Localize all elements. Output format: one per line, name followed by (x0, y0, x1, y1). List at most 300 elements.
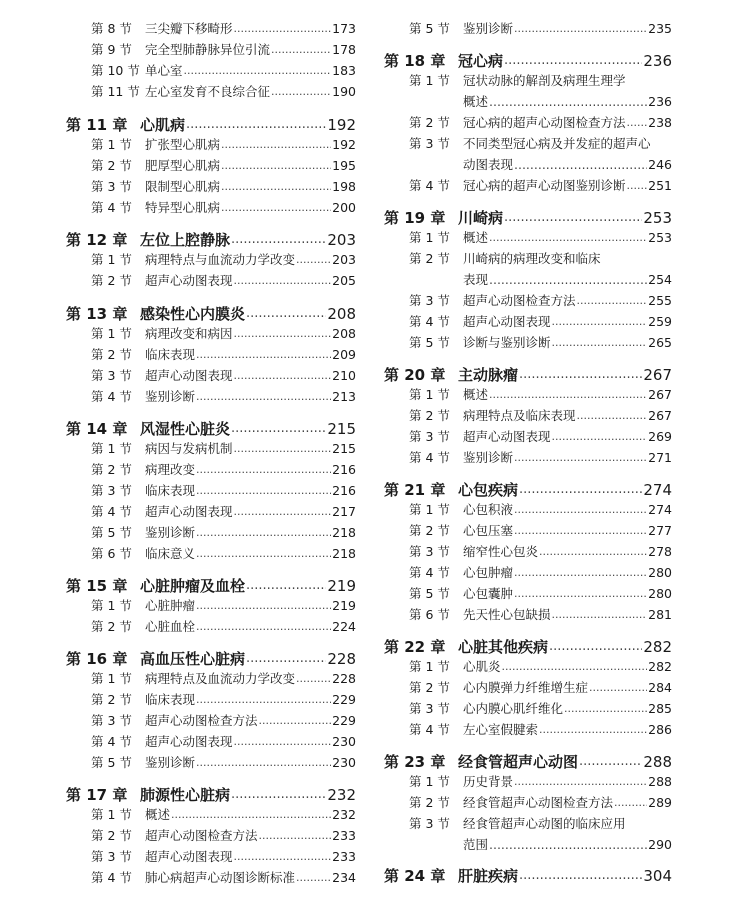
toc-section-entry[interactable] (66, 806, 356, 824)
toc-section-entry[interactable] (66, 346, 356, 364)
page-number: 208 (332, 326, 356, 341)
dot-leader (577, 407, 648, 425)
section-number: 第 4 节 (91, 734, 132, 749)
section-title: 冠心病的超声心动图检查方法 (463, 115, 626, 130)
toc-section-entry[interactable] (384, 773, 672, 791)
toc-section-entry[interactable] (384, 114, 672, 132)
dot-leader (514, 585, 647, 603)
section-title: 病因与发病机制 (145, 441, 233, 456)
toc-section-entry[interactable] (66, 440, 356, 458)
section-title: 心包肿瘤 (463, 565, 514, 580)
section-number: 第 1 节 (91, 326, 132, 341)
page-number: 228 (327, 650, 356, 668)
dot-leader (296, 670, 331, 688)
section-title: 心内膜弹力纤维增生症 (463, 680, 589, 695)
dot-leader (221, 199, 331, 217)
section-number: 第 2 节 (409, 680, 450, 695)
section-title: 鉴别诊断 (145, 525, 196, 540)
chapter-title: 经食管超声心动图 (458, 753, 579, 771)
dot-leader (514, 522, 647, 540)
toc-section-entry[interactable] (66, 136, 356, 154)
chapter-title: 心包疾病 (458, 481, 519, 499)
section-title: 病理特点及血流动力学改变 (145, 671, 296, 686)
chapter-title: 肺源性心脏病 (140, 786, 231, 804)
page-number: 238 (648, 115, 672, 130)
section-title: 肥厚型心肌病 (145, 158, 221, 173)
dot-leader (589, 679, 647, 697)
section-number: 第 4 节 (409, 722, 450, 737)
page-number: 259 (648, 314, 672, 329)
section-number: 第 3 节 (409, 816, 450, 831)
section-number: 第 5 节 (409, 586, 450, 601)
page-number: 286 (648, 722, 672, 737)
toc-section-entry[interactable] (384, 72, 672, 90)
dot-leader (539, 721, 647, 739)
section-number: 第 1 节 (409, 73, 450, 88)
page-number: 253 (643, 209, 672, 227)
section-number: 第 5 节 (409, 335, 450, 350)
page-number: 284 (648, 680, 672, 695)
toc-section-entry[interactable] (66, 482, 356, 500)
toc-section-entry[interactable] (384, 313, 672, 331)
section-title: 心脏血栓 (145, 619, 196, 634)
dot-leader (234, 20, 332, 38)
page-number: 236 (643, 52, 672, 70)
section-number: 第 11 节 (91, 84, 140, 99)
section-number: 第 3 节 (91, 713, 132, 728)
dot-leader (514, 773, 647, 791)
page-number: 213 (332, 389, 356, 404)
dot-leader (196, 346, 331, 364)
page-number: 229 (332, 692, 356, 707)
dot-leader (196, 482, 331, 500)
page-number: 228 (332, 671, 356, 686)
page-number: 271 (648, 450, 672, 465)
page-number: 232 (327, 786, 356, 804)
toc-section-entry[interactable] (66, 503, 356, 521)
toc-section-entry[interactable] (66, 712, 356, 730)
toc-section-entry[interactable] (66, 62, 356, 80)
dot-leader (271, 41, 331, 59)
section-number: 第 3 节 (409, 701, 450, 716)
dot-leader (234, 367, 332, 385)
dot-leader (196, 691, 331, 709)
page-number: 216 (332, 462, 356, 477)
dot-leader (171, 806, 331, 824)
page-number: 178 (332, 42, 356, 57)
toc-section-entry[interactable] (384, 250, 672, 268)
toc-section-entry[interactable] (384, 292, 672, 310)
toc-section-continued-entry[interactable] (384, 271, 672, 289)
section-number: 第 2 节 (409, 251, 450, 266)
toc-section-entry[interactable] (66, 272, 356, 290)
chapter-title: 左位上腔静脉 (140, 231, 231, 249)
section-number: 第 2 节 (409, 115, 450, 130)
page-number: 219 (327, 577, 356, 595)
page-number: 216 (332, 483, 356, 498)
toc-chapter-entry[interactable] (66, 785, 356, 805)
section-number: 第 1 节 (409, 774, 450, 789)
toc-section-entry[interactable] (384, 564, 672, 582)
toc-section-entry[interactable] (384, 177, 672, 195)
dot-leader (514, 449, 647, 467)
section-number: 第 4 节 (91, 504, 132, 519)
toc-section-entry[interactable] (384, 428, 672, 446)
section-number: 第 8 节 (91, 21, 132, 36)
page-number: 218 (332, 525, 356, 540)
toc-section-entry[interactable] (384, 407, 672, 425)
section-number: 第 2 节 (91, 692, 132, 707)
section-title: 单心室 (145, 63, 183, 78)
section-number: 第 3 节 (91, 483, 132, 498)
toc-chapter-entry[interactable] (66, 649, 356, 669)
section-title: 心内膜心肌纤维化 (463, 701, 564, 716)
page-number: 210 (332, 368, 356, 383)
toc-section-entry[interactable] (66, 827, 356, 845)
toc-section-entry[interactable] (66, 41, 356, 59)
dot-leader (221, 157, 331, 175)
page-number: 224 (332, 619, 356, 634)
toc-section-entry[interactable] (384, 794, 672, 812)
dot-leader (196, 524, 331, 542)
dot-leader (184, 62, 332, 80)
toc-section-entry[interactable] (384, 815, 672, 833)
toc-section-entry[interactable] (66, 83, 356, 101)
dot-leader (246, 576, 326, 596)
toc-section-entry[interactable] (384, 386, 672, 404)
toc-section-entry[interactable] (384, 721, 672, 739)
toc-section-entry[interactable] (66, 754, 356, 772)
dot-leader (234, 272, 332, 290)
toc-section-entry[interactable] (384, 700, 672, 718)
toc-chapter-entry[interactable] (384, 637, 672, 657)
section-number: 第 4 节 (91, 389, 132, 404)
section-title: 病理特点与血流动力学改变 (145, 252, 296, 267)
chapter-title: 肝脏疾病 (458, 867, 519, 885)
toc-chapter-entry[interactable] (384, 51, 672, 71)
dot-leader (296, 869, 331, 887)
page-number: 290 (648, 837, 672, 852)
section-number: 第 1 节 (91, 441, 132, 456)
page-number: 195 (332, 158, 356, 173)
section-number: 第 3 节 (409, 136, 450, 151)
page-number: 253 (648, 230, 672, 245)
toc-section-entry[interactable] (384, 585, 672, 603)
page-number: 288 (648, 774, 672, 789)
page-number: 200 (332, 200, 356, 215)
toc-section-entry[interactable] (66, 848, 356, 866)
section-number: 第 6 节 (91, 546, 132, 561)
section-title: 左心室发育不良综合征 (145, 84, 271, 99)
page-number: 192 (332, 137, 356, 152)
section-title: 扩张型心肌病 (145, 137, 221, 152)
dot-leader (519, 480, 642, 500)
toc-chapter-entry[interactable] (384, 752, 672, 772)
page-number: 282 (648, 659, 672, 674)
section-number: 第 1 节 (409, 230, 450, 245)
section-title: 冠心病的超声心动图鉴别诊断 (463, 178, 626, 193)
section-number: 第 3 节 (91, 179, 132, 194)
toc-section-entry[interactable] (66, 545, 356, 563)
chapter-title: 心脏其他疾病 (458, 638, 549, 656)
dot-leader (579, 752, 642, 772)
section-title: 超声心动图表现 (145, 273, 233, 288)
chapter-number: 第 24 章 (384, 867, 446, 885)
toc-chapter-entry[interactable] (66, 576, 356, 596)
toc-chapter-entry[interactable] (384, 480, 672, 500)
page-number: 203 (327, 231, 356, 249)
section-title: 概述 (463, 230, 489, 245)
section-number: 第 3 节 (409, 544, 450, 559)
dot-leader (504, 208, 642, 228)
page-number: 229 (332, 713, 356, 728)
section-title: 范围 (463, 837, 489, 852)
dot-leader (519, 365, 642, 385)
dot-leader (234, 325, 332, 343)
dot-leader (504, 51, 642, 71)
toc-section-entry[interactable] (384, 135, 672, 153)
section-title: 经食管超声心动图检查方法 (463, 795, 614, 810)
toc-section-entry[interactable] (66, 178, 356, 196)
section-title: 经食管超声心动图的临床应用 (463, 816, 626, 831)
page-number: 274 (648, 502, 672, 517)
section-title: 诊断与鉴别诊断 (463, 335, 551, 350)
toc-section-entry[interactable] (66, 618, 356, 636)
page-number: 205 (332, 273, 356, 288)
page-number: 203 (332, 252, 356, 267)
toc-section-entry[interactable] (384, 334, 672, 352)
toc-chapter-entry[interactable] (384, 365, 672, 385)
section-title: 心脏肿瘤 (145, 598, 196, 613)
page-number: 218 (332, 546, 356, 561)
dot-leader (514, 156, 647, 174)
toc-section-entry[interactable] (66, 670, 356, 688)
section-title: 先天性心包缺损 (463, 607, 551, 622)
section-number: 第 4 节 (409, 450, 450, 465)
dot-leader (186, 115, 326, 135)
page-number: 255 (648, 293, 672, 308)
section-title: 超声心动图检查方法 (145, 713, 258, 728)
section-number: 第 1 节 (91, 598, 132, 613)
section-number: 第 2 节 (91, 273, 132, 288)
toc-chapter-entry[interactable] (384, 208, 672, 228)
dot-leader (489, 93, 647, 111)
page-number: 236 (648, 94, 672, 109)
page-number: 217 (332, 504, 356, 519)
page-number: 192 (327, 116, 356, 134)
page-number: 267 (648, 387, 672, 402)
page-number: 183 (332, 63, 356, 78)
section-number: 第 2 节 (91, 619, 132, 634)
dot-leader (552, 428, 648, 446)
dot-leader (489, 386, 647, 404)
toc-chapter-entry[interactable] (66, 115, 356, 135)
toc-section-entry[interactable] (384, 543, 672, 561)
dot-leader (514, 20, 647, 38)
section-title: 鉴别诊断 (463, 450, 514, 465)
page-number: 289 (648, 795, 672, 810)
chapter-number: 第 21 章 (384, 481, 446, 499)
toc-chapter-entry[interactable] (66, 304, 356, 324)
dot-leader (231, 230, 326, 250)
chapter-title: 风湿性心脏炎 (140, 420, 231, 438)
section-title: 病理特点及临床表现 (463, 408, 576, 423)
section-title: 超声心动图表现 (463, 314, 551, 329)
section-number: 第 2 节 (91, 347, 132, 362)
page-number: 173 (332, 21, 356, 36)
section-number: 第 4 节 (409, 314, 450, 329)
toc-section-entry[interactable] (384, 679, 672, 697)
page-number: 251 (648, 178, 672, 193)
section-title: 超声心动图表现 (145, 368, 233, 383)
page-number: 280 (648, 586, 672, 601)
section-title: 不同类型冠心病及并发症的超声心 (463, 136, 651, 151)
toc-section-continued-entry[interactable] (384, 93, 672, 111)
section-number: 第 1 节 (409, 502, 450, 517)
toc-section-entry[interactable] (66, 869, 356, 887)
section-title: 三尖瓣下移畸形 (145, 21, 233, 36)
section-title: 鉴别诊断 (463, 21, 514, 36)
section-title: 超声心动图表现 (145, 734, 233, 749)
toc-section-entry[interactable] (66, 524, 356, 542)
page-number: 208 (327, 305, 356, 323)
page-number: 254 (648, 272, 672, 287)
chapter-title: 心脏肿瘤及血栓 (140, 577, 246, 595)
dot-leader (234, 848, 332, 866)
section-title: 超声心动图表现 (463, 429, 551, 444)
section-number: 第 1 节 (409, 387, 450, 402)
toc-chapter-entry[interactable] (384, 866, 672, 886)
section-title: 临床表现 (145, 692, 196, 707)
section-number: 第 3 节 (91, 849, 132, 864)
section-title: 概述 (145, 807, 171, 822)
page-number: 278 (648, 544, 672, 559)
section-title: 病理改变 (145, 462, 196, 477)
toc-section-continued-entry[interactable] (384, 156, 672, 174)
dot-leader (196, 597, 331, 615)
toc-section-entry[interactable] (384, 501, 672, 519)
section-number: 第 1 节 (91, 252, 132, 267)
section-number: 第 3 节 (409, 429, 450, 444)
chapter-number: 第 15 章 (66, 577, 128, 595)
section-title: 心肌炎 (463, 659, 501, 674)
page-number: 190 (332, 84, 356, 99)
dot-leader (502, 658, 648, 676)
section-title: 动图表现 (463, 157, 514, 172)
dot-leader (614, 794, 647, 812)
toc-section-entry[interactable] (66, 388, 356, 406)
section-title: 超声心动图表现 (145, 504, 233, 519)
toc-section-entry[interactable] (384, 20, 672, 38)
chapter-title: 主动脉瘤 (458, 366, 519, 384)
chapter-number: 第 16 章 (66, 650, 128, 668)
page-number: 267 (643, 366, 672, 384)
dot-leader (489, 229, 647, 247)
page-number: 265 (648, 335, 672, 350)
toc-section-entry[interactable] (66, 367, 356, 385)
toc-chapter-entry[interactable] (66, 230, 356, 250)
chapter-title: 感染性心内膜炎 (140, 305, 246, 323)
section-number: 第 4 节 (91, 200, 132, 215)
page-number: 280 (648, 565, 672, 580)
toc-section-entry[interactable] (66, 691, 356, 709)
page-number: 304 (643, 867, 672, 885)
page-number: 282 (643, 638, 672, 656)
dot-leader (577, 292, 648, 310)
dot-leader (246, 304, 326, 324)
section-title: 超声心动图检查方法 (463, 293, 576, 308)
dot-leader (196, 388, 331, 406)
page-number: 288 (643, 753, 672, 771)
toc-section-entry[interactable] (66, 199, 356, 217)
section-title: 表现 (463, 272, 489, 287)
section-number: 第 2 节 (91, 462, 132, 477)
page-number: 274 (643, 481, 672, 499)
dot-leader (271, 83, 331, 101)
section-number: 第 9 节 (91, 42, 132, 57)
section-title: 左心室假腱索 (463, 722, 539, 737)
toc-section-entry[interactable] (66, 597, 356, 615)
section-title: 概述 (463, 387, 489, 402)
toc-section-entry[interactable] (66, 157, 356, 175)
dot-leader (549, 637, 642, 657)
dot-leader (196, 754, 331, 772)
toc-section-entry[interactable] (66, 20, 356, 38)
toc-section-entry[interactable] (66, 325, 356, 343)
section-number: 第 3 节 (409, 293, 450, 308)
dot-leader (221, 178, 331, 196)
chapter-number: 第 20 章 (384, 366, 446, 384)
page-number: 235 (648, 21, 672, 36)
section-number: 第 10 节 (91, 63, 140, 78)
section-title: 临床表现 (145, 483, 196, 498)
page-number: 209 (332, 347, 356, 362)
dot-leader (552, 334, 648, 352)
page-number: 215 (327, 420, 356, 438)
toc-section-entry[interactable] (384, 606, 672, 624)
chapter-number: 第 19 章 (384, 209, 446, 227)
section-number: 第 2 节 (409, 795, 450, 810)
toc-section-entry[interactable] (384, 229, 672, 247)
section-title: 肺心病超声心动图诊断标准 (145, 870, 296, 885)
page-number: 269 (648, 429, 672, 444)
toc-chapter-entry[interactable] (66, 419, 356, 439)
page-number: 230 (332, 755, 356, 770)
toc-section-entry[interactable] (384, 449, 672, 467)
chapter-number: 第 22 章 (384, 638, 446, 656)
toc-section-entry[interactable] (66, 733, 356, 751)
section-title: 冠状动脉的解剖及病理生理学 (463, 73, 626, 88)
section-number: 第 5 节 (91, 525, 132, 540)
section-title: 心包囊肿 (463, 586, 514, 601)
toc-section-entry[interactable] (66, 251, 356, 269)
page-number: 215 (332, 441, 356, 456)
page-number: 281 (648, 607, 672, 622)
section-title: 心包压塞 (463, 523, 514, 538)
chapter-number: 第 12 章 (66, 231, 128, 249)
dot-leader (231, 785, 326, 805)
dot-leader (234, 733, 332, 751)
toc-section-continued-entry[interactable] (384, 836, 672, 854)
page-number: 219 (332, 598, 356, 613)
toc-section-entry[interactable] (66, 461, 356, 479)
page-number: 233 (332, 828, 356, 843)
toc-section-entry[interactable] (384, 522, 672, 540)
toc-section-entry[interactable] (384, 658, 672, 676)
dot-leader (627, 114, 648, 132)
section-title: 鉴别诊断 (145, 389, 196, 404)
section-title: 临床意义 (145, 546, 196, 561)
